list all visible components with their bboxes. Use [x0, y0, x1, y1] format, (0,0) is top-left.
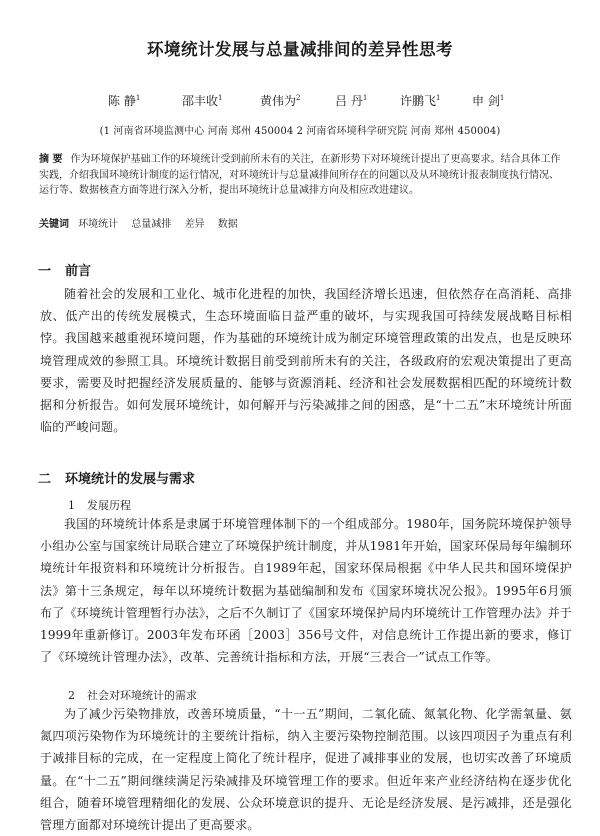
author: 黄伟为$^2$ — [260, 94, 301, 108]
author: 陈 静$^1$ — [108, 94, 141, 108]
section-heading: 二 环境统计的发展与需求 — [38, 472, 196, 487]
subsection-heading: 1 发展历程 — [68, 499, 131, 512]
abstract-text: 作为环境保护基础工作的环境统计受到前所未有的关注，在新形势下对环境统计提出了更高要求。结合具体工作实践，介绍我国环境统计制度的运行情况，对环境统计与总量减排间所存在的问题以及从环境统计报表制度执行情况、运行等、数据核查方面等进行深入分析，提出环境统计总量减排方向及相应改进建议。 — [39, 154, 561, 196]
keyword: 总量减排 — [131, 219, 172, 230]
abstract — [39, 152, 564, 199]
keywords-label: 关键词 — [39, 219, 69, 230]
keyword: 环境统计 — [78, 219, 119, 230]
affiliations: (1 河南省环境监测中心 河南 郑州 450004 2 河南省环境科学研究院 河南 郑州 450004) — [99, 126, 501, 137]
keyword: 差异 — [184, 219, 205, 230]
author: 许鹏飞$^1$ — [400, 94, 441, 108]
author: 申 剑$^1$ — [472, 94, 505, 108]
subsection-heading: 2 社会对环境统计的需求 — [68, 689, 197, 702]
author: 吕 丹$^1$ — [335, 94, 368, 108]
paragraph: 随着社会的发展和工业化、城市化进程的加快，我国经济增长迅速，但依然存在高消耗、高排放、低产出的传统发展模式，生态环境面临日益严重的破坏，与实现我国可持续发展战略目标相悖。我国越来越重视环境问题，作为基础的环境统计成为制定环境管理政策的出发点，也是反映环境管理成效的参照工具。环境统计数据目前受到前所未有的关注，各级政府的宏观决策提出了更高要求，需要及时把握经济发展质量的、能够与资源消耗、经济和社会发展数据相匹配的环境统计数据和分析报告。如何发展环境统计，如何解开与污染减排之间的困惑，是“十二五”末环境统计所面临的严峻问题。 — [40, 287, 572, 435]
keyword: 数据 — [217, 219, 238, 230]
paper-title: 环境统计发展与总量减排间的差异性思考 — [147, 40, 453, 59]
author: 邵丰收$^1$ — [182, 94, 223, 108]
section-heading: 一 前言 — [38, 264, 92, 279]
author-list — [100, 92, 520, 112]
paragraph: 我国的环境统计体系是隶属于环境管理体制下的一个组成部分。1980年，国务院环境保护领导小组办公室与国家统计局联合建立了环境保护统计制度，并从1981年开始，国家环保局每年编制环境统计年报资料和环境统计分析报告。自1989年起，国家环保局根据《中华人民共和国环境保护法》第十三条规定，每年以环境统计数据为基础编制和发布《国家环境状况公报》。1995年6月颁布了《环境统计管理暂行办法》，之后不久制订了《国家环境保护局内环境统计工作管理办法》并于1999年重新修订。2003年发布环函［2003］356号文件，对信息统计工作提出新的要求，修订了《环境统计管理办法》，改革、完善统计指标和方法，开展“三表合一”试点工作等。 — [40, 517, 572, 665]
paragraph: 为了减少污染物排放，改善环境质量，“十一五”期间，二氧化硫、氮氧化物、化学需氧量、氨氮四项污染物作为环境统计的主要统计指标，纳入主要污染物控制范围。以该四项因子为重点有利于减排目标的完成，在一定程度上简化了统计程序，促进了减排事业的发展，也切实改善了环境质量。在“十二五”期间继续满足污染减排及环境管理工作的要求。但近年来产业经济结构在逐步优化组合，随着环境管理精细化的发展、公众环境意识的提升、无论是经济发展、是污减排，还是强化管理方面都对环境统计提出了更高要求。 — [40, 707, 572, 833]
abstract-label: 摘 要 — [39, 154, 63, 165]
keywords — [39, 215, 564, 230]
